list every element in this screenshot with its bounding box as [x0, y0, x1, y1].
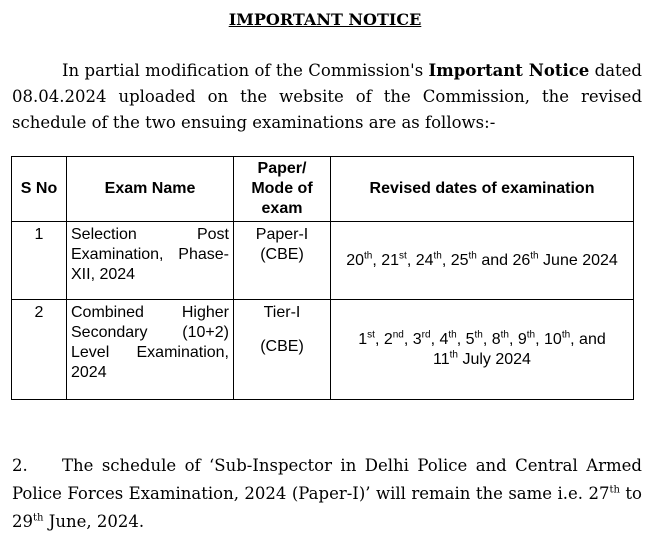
row2-name-word2: Higher	[181, 304, 229, 321]
row2-date-l1-day-1: 2	[383, 330, 393, 348]
para2-text2: to 29	[12, 484, 642, 531]
row2-date-l1-day-5: 8	[491, 330, 501, 348]
para2-sup2: th	[33, 512, 44, 524]
row2-date-l1-suffix-3: th	[448, 329, 457, 341]
row2-date-l1-sep-1: ,	[403, 330, 413, 348]
row1-exam-name	[67, 222, 234, 300]
row1-name-word1: Selection	[71, 226, 137, 243]
header-paper-line2: Mode of	[251, 180, 313, 197]
intro-text-after: dated 08.04.2024 uploaded on the website of the Commission, the revised schedule of the two ensuing examinations are as follows:-	[12, 61, 642, 132]
row2-date-l1-suffix-7: th	[561, 329, 571, 341]
row1-sno: 1	[12, 222, 67, 300]
row2-paper-line2: (CBE)	[260, 338, 304, 355]
row1-date-sep-4: June 2024	[538, 251, 618, 269]
row1-date-day-0: 20	[346, 251, 364, 269]
row2-paper-line1: Tier-I	[263, 304, 301, 321]
row1-paper-line2: (CBE)	[260, 246, 304, 263]
header-paper-line1: Paper/	[257, 160, 307, 177]
row2-date-l1-day-2: 3	[412, 330, 422, 348]
row2-name-rest: Secondary (10+2) Level Examination, 2024	[71, 324, 229, 381]
row1-paper-mode	[234, 222, 331, 300]
para2-text1: The schedule of ‘Sub-Inspector in Delhi Police and Central Armed Police Forces Examination, 2024 (Paper-I)’ will remain the same i.e. 27	[12, 456, 642, 503]
row1-date-sep-3: and	[476, 251, 513, 269]
intro-paragraph	[12, 58, 642, 136]
header-exam-name: Exam Name	[67, 157, 234, 222]
row1-dates	[331, 222, 634, 300]
row1-name-word2: Post	[196, 226, 229, 243]
row2-paper-mode	[234, 300, 331, 400]
schedule-paragraph	[12, 452, 642, 536]
row2-date-l1-sep-5: ,	[508, 330, 518, 348]
row2-date-l2-suffix-0: th	[449, 349, 458, 361]
row2-date-l1-suffix-1: nd	[392, 329, 404, 341]
table-header-row	[12, 157, 634, 222]
intro-bold-text: Important Notice	[428, 61, 590, 80]
para2-sup1: th	[609, 484, 620, 496]
row2-date-l1-sep-6: ,	[535, 330, 545, 348]
row2-date-l1-day-4: 5	[465, 330, 475, 348]
row2-dates	[331, 300, 634, 400]
para2-text3: June, 2024.	[43, 512, 145, 531]
header-revised-dates: Revised dates of examination	[331, 157, 634, 222]
row2-date-l1-sep-3: ,	[456, 330, 466, 348]
row2-date-l1-day-0: 1	[358, 330, 368, 348]
row2-date-l1-suffix-6: th	[526, 329, 536, 341]
table-row	[12, 222, 634, 300]
row2-date-l2-sep-0: July 2024	[458, 350, 531, 368]
header-sno: S No	[12, 157, 67, 222]
row2-date-l1-suffix-0: st	[367, 329, 375, 341]
row1-date-day-1: 21	[381, 251, 400, 269]
row1-date-day-4: 26	[512, 251, 531, 269]
row1-date-sep-1: ,	[406, 251, 416, 269]
row1-date-suffix-4: th	[530, 250, 539, 262]
row1-date-sep-0: ,	[372, 251, 382, 269]
table-row	[12, 300, 634, 400]
row2-date-l2-day-0: 11	[433, 350, 450, 368]
row1-date-day-2: 24	[415, 251, 434, 269]
row2-date-l1-day-7: 10	[544, 330, 562, 348]
row2-date-l1-day-3: 4	[439, 330, 449, 348]
row1-date-sep-2: ,	[441, 251, 451, 269]
row1-date-suffix-3: th	[468, 250, 477, 262]
row2-date-l1-suffix-4: th	[474, 329, 483, 341]
row1-name-rest: Examination, Phase-XII, 2024	[71, 246, 229, 283]
row1-date-suffix-0: th	[364, 250, 373, 262]
row1-date-day-3: 25	[450, 251, 469, 269]
row2-date-l1-suffix-5: th	[500, 329, 509, 341]
header-paper-line3: exam	[261, 200, 303, 217]
row2-date-l1-suffix-2: rd	[421, 329, 431, 341]
header-paper-mode	[234, 157, 331, 222]
schedule-table	[11, 156, 634, 400]
row1-paper-line1: Paper-I	[255, 226, 309, 243]
row2-date-l1-sep-0: ,	[374, 330, 384, 348]
notice-title: IMPORTANT NOTICE	[228, 10, 422, 29]
row2-date-l1-sep-7: , and	[570, 330, 606, 348]
para2-number: 2.	[12, 456, 28, 475]
row1-dates-text	[346, 252, 618, 269]
row2-exam-name	[67, 300, 234, 400]
row1-date-suffix-1: st	[399, 250, 407, 262]
row2-date-l1-day-6: 9	[517, 330, 527, 348]
intro-text-before: In partial modification of the Commission's	[62, 61, 429, 80]
row2-date-l1-sep-2: ,	[430, 330, 440, 348]
row2-name-word1: Combined	[71, 304, 144, 321]
row2-sno: 2	[12, 300, 67, 400]
row2-dates-line1	[335, 330, 629, 350]
row2-dates-line2	[335, 350, 629, 370]
row2-date-l1-sep-4: ,	[482, 330, 492, 348]
row1-date-suffix-2: th	[433, 250, 442, 262]
